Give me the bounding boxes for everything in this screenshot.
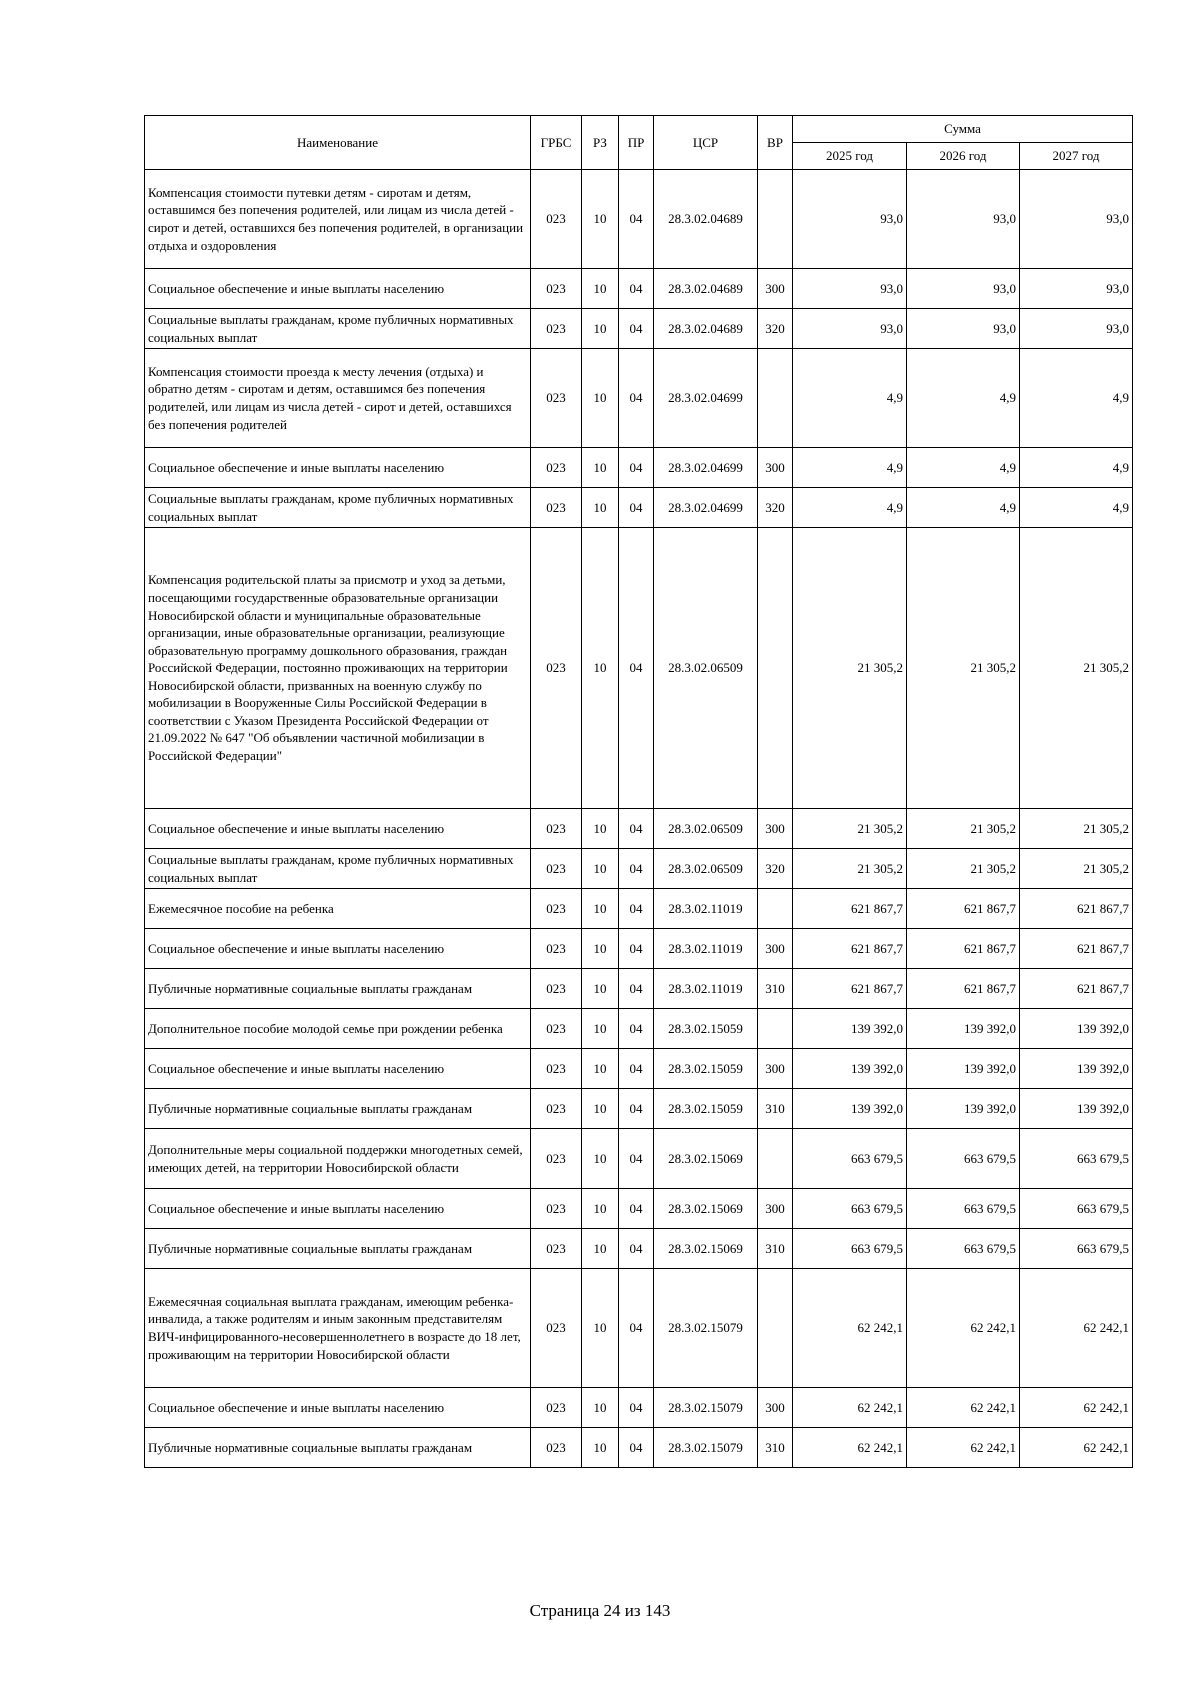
table-row	[145, 969, 1133, 1009]
cell-rz: 10	[582, 488, 619, 528]
cell-name: Социальное обеспечение и иные выплаты населению	[145, 929, 531, 969]
cell-sum-2026: 139 392,0	[907, 1049, 1020, 1089]
table-row	[145, 448, 1133, 488]
cell-csr: 28.3.02.15059	[654, 1089, 758, 1129]
cell-sum-2025: 621 867,7	[793, 929, 907, 969]
table-row	[145, 1049, 1133, 1089]
cell-grbs: 023	[531, 448, 582, 488]
cell-sum-2025: 93,0	[793, 309, 907, 349]
cell-pr: 04	[619, 889, 654, 929]
cell-pr: 04	[619, 170, 654, 269]
cell-pr: 04	[619, 969, 654, 1009]
cell-sum-2026: 62 242,1	[907, 1428, 1020, 1468]
cell-vr: 320	[758, 488, 793, 528]
header-sum: Сумма	[793, 116, 1133, 143]
cell-pr: 04	[619, 1269, 654, 1388]
cell-pr: 04	[619, 1049, 654, 1089]
cell-grbs: 023	[531, 849, 582, 889]
cell-csr: 28.3.02.15059	[654, 1049, 758, 1089]
cell-pr: 04	[619, 349, 654, 448]
cell-rz: 10	[582, 1428, 619, 1468]
cell-pr: 04	[619, 809, 654, 849]
budget-table	[144, 115, 1133, 1468]
header-year-2025: 2025 год	[793, 143, 907, 170]
cell-sum-2025: 93,0	[793, 170, 907, 269]
cell-name: Социальное обеспечение и иные выплаты населению	[145, 809, 531, 849]
cell-sum-2026: 663 679,5	[907, 1189, 1020, 1229]
cell-sum-2025: 21 305,2	[793, 809, 907, 849]
cell-sum-2026: 621 867,7	[907, 889, 1020, 929]
table-row	[145, 1428, 1133, 1468]
cell-name: Социальное обеспечение и иные выплаты населению	[145, 1388, 531, 1428]
header-year-2027: 2027 год	[1020, 143, 1133, 170]
cell-sum-2027: 62 242,1	[1020, 1428, 1133, 1468]
cell-pr: 04	[619, 1229, 654, 1269]
cell-grbs: 023	[531, 889, 582, 929]
cell-sum-2026: 663 679,5	[907, 1229, 1020, 1269]
cell-rz: 10	[582, 1089, 619, 1129]
cell-rz: 10	[582, 269, 619, 309]
cell-vr	[758, 1009, 793, 1049]
cell-sum-2026: 62 242,1	[907, 1269, 1020, 1388]
cell-vr: 300	[758, 809, 793, 849]
cell-rz: 10	[582, 1269, 619, 1388]
cell-sum-2027: 663 679,5	[1020, 1129, 1133, 1189]
table-row	[145, 309, 1133, 349]
cell-vr: 300	[758, 448, 793, 488]
cell-pr: 04	[619, 849, 654, 889]
cell-rz: 10	[582, 1129, 619, 1189]
header-grbs: ГРБС	[531, 116, 582, 170]
table-row	[145, 269, 1133, 309]
cell-sum-2025: 621 867,7	[793, 969, 907, 1009]
header-csr: ЦСР	[654, 116, 758, 170]
cell-sum-2025: 62 242,1	[793, 1428, 907, 1468]
header-rz: РЗ	[582, 116, 619, 170]
cell-name: Компенсация родительской платы за присмотр и уход за детьми, посещающими государственные образовательные организации Новосибирской области и муниципальные образовательные организации, иные образовательные организации, реализующие образовательную программу дошкольного образования, граждан Российской Федерации, постоянно проживающих на территории Новосибирской области, призванных на военную службу по мобилизации в Вооруженные Силы Российской Федерации в соответствии с Указом Президента Российской Федерации от 21.09.2022 № 647 "Об объявлении частичной мобилизации в Российской Федерации"	[145, 528, 531, 809]
cell-sum-2026: 21 305,2	[907, 809, 1020, 849]
cell-sum-2025: 21 305,2	[793, 849, 907, 889]
cell-csr: 28.3.02.04699	[654, 448, 758, 488]
cell-sum-2027: 621 867,7	[1020, 929, 1133, 969]
cell-grbs: 023	[531, 1129, 582, 1189]
cell-sum-2026: 663 679,5	[907, 1129, 1020, 1189]
cell-grbs: 023	[531, 1428, 582, 1468]
cell-sum-2025: 21 305,2	[793, 528, 907, 809]
cell-sum-2026: 21 305,2	[907, 849, 1020, 889]
cell-pr: 04	[619, 269, 654, 309]
cell-csr: 28.3.02.15079	[654, 1428, 758, 1468]
cell-sum-2026: 139 392,0	[907, 1009, 1020, 1049]
cell-name: Социальное обеспечение и иные выплаты населению	[145, 448, 531, 488]
cell-csr: 28.3.02.15079	[654, 1388, 758, 1428]
cell-csr: 28.3.02.11019	[654, 969, 758, 1009]
cell-grbs: 023	[531, 1089, 582, 1129]
cell-grbs: 023	[531, 488, 582, 528]
cell-name: Социальное обеспечение и иные выплаты населению	[145, 269, 531, 309]
cell-grbs: 023	[531, 309, 582, 349]
cell-rz: 10	[582, 1388, 619, 1428]
cell-rz: 10	[582, 809, 619, 849]
cell-sum-2027: 4,9	[1020, 448, 1133, 488]
cell-pr: 04	[619, 1388, 654, 1428]
cell-sum-2026: 21 305,2	[907, 528, 1020, 809]
cell-vr: 310	[758, 969, 793, 1009]
cell-sum-2027: 621 867,7	[1020, 969, 1133, 1009]
cell-sum-2027: 4,9	[1020, 488, 1133, 528]
cell-vr	[758, 1129, 793, 1189]
cell-sum-2027: 93,0	[1020, 269, 1133, 309]
cell-csr: 28.3.02.15069	[654, 1229, 758, 1269]
cell-name: Публичные нормативные социальные выплаты гражданам	[145, 969, 531, 1009]
cell-pr: 04	[619, 1129, 654, 1189]
cell-grbs: 023	[531, 170, 582, 269]
cell-name: Социальные выплаты гражданам, кроме публичных нормативных социальных выплат	[145, 309, 531, 349]
table-row	[145, 1129, 1133, 1189]
cell-rz: 10	[582, 1189, 619, 1229]
table-row	[145, 929, 1133, 969]
cell-sum-2026: 93,0	[907, 170, 1020, 269]
cell-pr: 04	[619, 1428, 654, 1468]
table-row	[145, 528, 1133, 809]
cell-rz: 10	[582, 1049, 619, 1089]
cell-pr: 04	[619, 309, 654, 349]
header-name: Наименование	[145, 116, 531, 170]
header-year-2026: 2026 год	[907, 143, 1020, 170]
cell-vr	[758, 1269, 793, 1388]
cell-vr: 300	[758, 269, 793, 309]
cell-pr: 04	[619, 1189, 654, 1229]
table-row	[145, 1388, 1133, 1428]
cell-grbs: 023	[531, 1009, 582, 1049]
cell-sum-2025: 621 867,7	[793, 889, 907, 929]
cell-name: Компенсация стоимости проезда к месту лечения (отдыха) и обратно детям - сиротам и детям, оставшимся без попечения родителей, или лицам из числа детей - сирот и детей, оставшихся без попечения родителей	[145, 349, 531, 448]
cell-csr: 28.3.02.15069	[654, 1129, 758, 1189]
cell-grbs: 023	[531, 349, 582, 448]
cell-name: Ежемесячное пособие на ребенка	[145, 889, 531, 929]
table-row	[145, 1089, 1133, 1129]
cell-pr: 04	[619, 1089, 654, 1129]
table-row	[145, 170, 1133, 269]
cell-grbs: 023	[531, 528, 582, 809]
cell-sum-2025: 663 679,5	[793, 1129, 907, 1189]
cell-csr: 28.3.02.04689	[654, 269, 758, 309]
cell-sum-2025: 4,9	[793, 349, 907, 448]
cell-csr: 28.3.02.15059	[654, 1009, 758, 1049]
table-row	[145, 809, 1133, 849]
cell-grbs: 023	[531, 929, 582, 969]
cell-vr: 310	[758, 1428, 793, 1468]
cell-sum-2027: 93,0	[1020, 309, 1133, 349]
cell-rz: 10	[582, 889, 619, 929]
cell-grbs: 023	[531, 1229, 582, 1269]
cell-sum-2025: 139 392,0	[793, 1089, 907, 1129]
cell-sum-2027: 4,9	[1020, 349, 1133, 448]
cell-sum-2025: 4,9	[793, 448, 907, 488]
cell-sum-2027: 663 679,5	[1020, 1189, 1133, 1229]
cell-sum-2026: 4,9	[907, 448, 1020, 488]
cell-vr	[758, 528, 793, 809]
cell-rz: 10	[582, 349, 619, 448]
cell-csr: 28.3.02.06509	[654, 809, 758, 849]
cell-rz: 10	[582, 448, 619, 488]
cell-csr: 28.3.02.06509	[654, 849, 758, 889]
cell-csr: 28.3.02.11019	[654, 889, 758, 929]
table-row	[145, 1189, 1133, 1229]
cell-sum-2027: 621 867,7	[1020, 889, 1133, 929]
cell-sum-2026: 4,9	[907, 349, 1020, 448]
cell-name: Социальные выплаты гражданам, кроме публичных нормативных социальных выплат	[145, 488, 531, 528]
cell-grbs: 023	[531, 1189, 582, 1229]
cell-rz: 10	[582, 969, 619, 1009]
header-pr: ПР	[619, 116, 654, 170]
cell-sum-2026: 93,0	[907, 309, 1020, 349]
cell-sum-2026: 621 867,7	[907, 969, 1020, 1009]
cell-csr: 28.3.02.11019	[654, 929, 758, 969]
cell-sum-2026: 93,0	[907, 269, 1020, 309]
cell-sum-2026: 621 867,7	[907, 929, 1020, 969]
cell-sum-2027: 62 242,1	[1020, 1269, 1133, 1388]
cell-sum-2026: 4,9	[907, 488, 1020, 528]
cell-name: Социальное обеспечение и иные выплаты населению	[145, 1189, 531, 1229]
cell-sum-2025: 663 679,5	[793, 1229, 907, 1269]
cell-sum-2025: 139 392,0	[793, 1009, 907, 1049]
cell-name: Дополнительные меры социальной поддержки многодетных семей, имеющих детей, на территории Новосибирской области	[145, 1129, 531, 1189]
cell-vr: 320	[758, 849, 793, 889]
table-row	[145, 1269, 1133, 1388]
cell-vr	[758, 889, 793, 929]
cell-name: Дополнительное пособие молодой семье при рождении ребенка	[145, 1009, 531, 1049]
table-row	[145, 889, 1133, 929]
cell-rz: 10	[582, 849, 619, 889]
cell-name: Компенсация стоимости путевки детям - сиротам и детям, оставшимся без попечения родителей, или лицам из числа детей - сирот и детей, оставшихся без попечения родителей, в организации отдыха и оздоровления	[145, 170, 531, 269]
cell-grbs: 023	[531, 1269, 582, 1388]
cell-name: Публичные нормативные социальные выплаты гражданам	[145, 1089, 531, 1129]
cell-csr: 28.3.02.06509	[654, 528, 758, 809]
cell-sum-2027: 62 242,1	[1020, 1388, 1133, 1428]
table-row	[145, 849, 1133, 889]
cell-sum-2027: 139 392,0	[1020, 1089, 1133, 1129]
cell-name: Публичные нормативные социальные выплаты гражданам	[145, 1428, 531, 1468]
cell-rz: 10	[582, 528, 619, 809]
cell-sum-2025: 93,0	[793, 269, 907, 309]
cell-grbs: 023	[531, 809, 582, 849]
cell-pr: 04	[619, 929, 654, 969]
cell-sum-2025: 139 392,0	[793, 1049, 907, 1089]
table-body	[145, 170, 1133, 1468]
cell-rz: 10	[582, 1009, 619, 1049]
cell-sum-2027: 21 305,2	[1020, 849, 1133, 889]
cell-sum-2025: 663 679,5	[793, 1189, 907, 1229]
page-number: Страница 24 из 143	[529, 1601, 671, 1620]
table-row	[145, 1229, 1133, 1269]
table-row	[145, 1009, 1133, 1049]
cell-vr: 300	[758, 929, 793, 969]
cell-vr	[758, 170, 793, 269]
cell-sum-2027: 139 392,0	[1020, 1049, 1133, 1089]
cell-vr: 310	[758, 1229, 793, 1269]
cell-vr: 310	[758, 1089, 793, 1129]
cell-sum-2026: 62 242,1	[907, 1388, 1020, 1428]
cell-rz: 10	[582, 1229, 619, 1269]
cell-sum-2027: 93,0	[1020, 170, 1133, 269]
cell-grbs: 023	[531, 269, 582, 309]
cell-grbs: 023	[531, 1388, 582, 1428]
cell-name: Социальное обеспечение и иные выплаты населению	[145, 1049, 531, 1089]
cell-sum-2027: 21 305,2	[1020, 528, 1133, 809]
table-row	[145, 349, 1133, 448]
cell-csr: 28.3.02.15079	[654, 1269, 758, 1388]
cell-csr: 28.3.02.04699	[654, 349, 758, 448]
cell-name: Ежемесячная социальная выплата гражданам, имеющим ребенка-инвалида, а также родителям и иным законным представителям ВИЧ-инфицированного-несовершеннолетнего в возрасте до 18 лет, проживающим на территории Новосибирской области	[145, 1269, 531, 1388]
table-row	[145, 488, 1133, 528]
cell-csr: 28.3.02.04689	[654, 170, 758, 269]
cell-sum-2027: 139 392,0	[1020, 1009, 1133, 1049]
cell-grbs: 023	[531, 1049, 582, 1089]
cell-sum-2025: 62 242,1	[793, 1269, 907, 1388]
cell-pr: 04	[619, 448, 654, 488]
cell-sum-2025: 4,9	[793, 488, 907, 528]
cell-pr: 04	[619, 1009, 654, 1049]
cell-vr: 320	[758, 309, 793, 349]
cell-rz: 10	[582, 170, 619, 269]
cell-vr: 300	[758, 1189, 793, 1229]
cell-name: Социальные выплаты гражданам, кроме публичных нормативных социальных выплат	[145, 849, 531, 889]
table-header	[145, 116, 1133, 170]
cell-pr: 04	[619, 528, 654, 809]
cell-rz: 10	[582, 929, 619, 969]
cell-sum-2027: 21 305,2	[1020, 809, 1133, 849]
cell-sum-2026: 139 392,0	[907, 1089, 1020, 1129]
cell-rz: 10	[582, 309, 619, 349]
cell-csr: 28.3.02.15069	[654, 1189, 758, 1229]
cell-csr: 28.3.02.04699	[654, 488, 758, 528]
cell-name: Публичные нормативные социальные выплаты гражданам	[145, 1229, 531, 1269]
cell-grbs: 023	[531, 969, 582, 1009]
cell-vr	[758, 349, 793, 448]
cell-csr: 28.3.02.04689	[654, 309, 758, 349]
cell-sum-2025: 62 242,1	[793, 1388, 907, 1428]
cell-sum-2027: 663 679,5	[1020, 1229, 1133, 1269]
header-vr: ВР	[758, 116, 793, 170]
cell-pr: 04	[619, 488, 654, 528]
cell-vr: 300	[758, 1388, 793, 1428]
cell-vr: 300	[758, 1049, 793, 1089]
